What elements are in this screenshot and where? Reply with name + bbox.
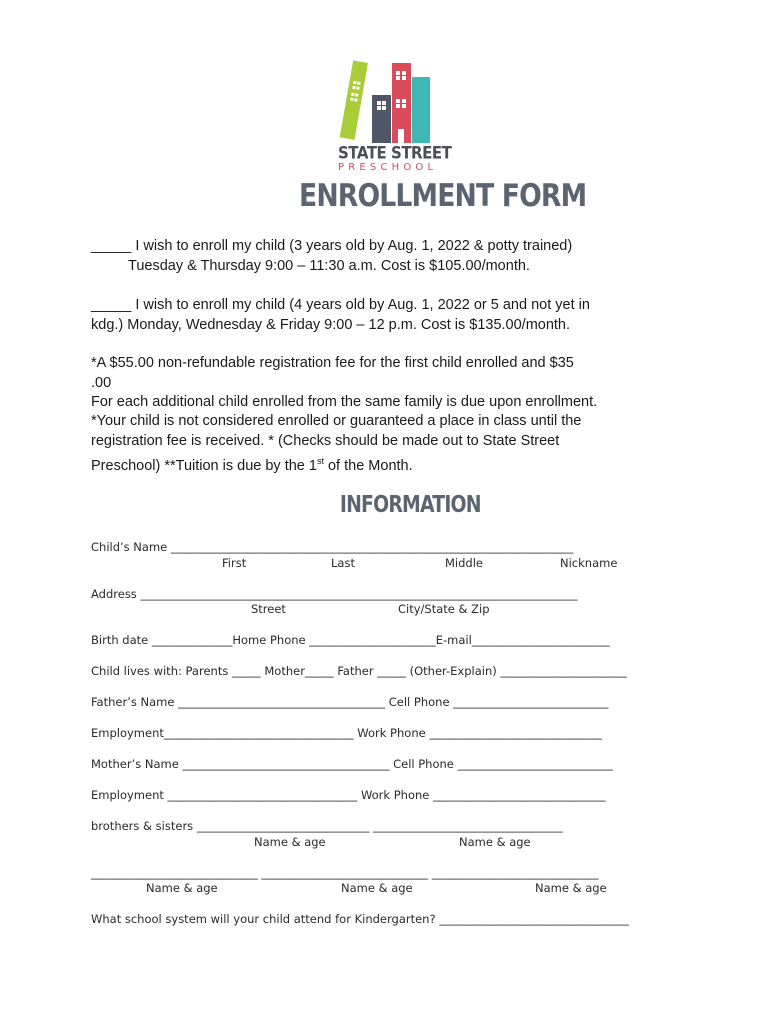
name-age-label: Name & age (459, 835, 531, 849)
first-name-label: First (222, 556, 247, 570)
note-line: .00 (91, 375, 112, 391)
mother-name-field[interactable]: Mother’s Name ____________________________________ Cell Phone ___________________________ (91, 757, 613, 771)
city-state-zip-label: City/State & Zip (398, 602, 490, 616)
tuition-text: Preschool) **Tuition is due by the 1 (91, 457, 317, 474)
note-line: *Your child is not considered enrolled or guaranteed a place in class until the (91, 413, 582, 429)
option2-line1: _____ I wish to enroll my child (4 years old by Aug. 1, 2022 or 5 and not yet in (91, 297, 590, 313)
note-line: *A $55.00 non-refundable registration fee for the first child enrolled and $35 (91, 355, 574, 371)
option1-line1: _____ I wish to enroll my child (3 years old by Aug. 1, 2022 & potty trained) (91, 238, 573, 254)
logo-subname: PRESCHOOL (338, 162, 438, 173)
name-age-label: Name & age (254, 835, 326, 849)
option1-line2: Tuesday & Thursday 9:00 – 11:30 a.m. Cost is $105.00/month. (128, 258, 530, 274)
name-age-label: Name & age (146, 881, 218, 895)
ordinal-suffix: st (316, 456, 324, 466)
siblings-row2-field[interactable]: _____________________________ _____________________________ _____________________________ (91, 866, 599, 880)
birth-phone-email-field[interactable]: Birth date ______________Home Phone ______________________E-mail________________________ (91, 633, 610, 647)
nickname-label: Nickname (560, 556, 618, 570)
note-line-tuition (91, 451, 413, 476)
middle-name-label: Middle (445, 556, 483, 570)
note-line: registration fee is received. * (Checks should be made out to State Street (91, 433, 560, 449)
last-name-label: Last (331, 556, 355, 570)
childs-name-field[interactable]: Child’s Name ______________________________________________________________________ (91, 540, 574, 554)
father-name-field[interactable]: Father’s Name ____________________________________ Cell Phone ___________________________ (91, 695, 609, 709)
address-field[interactable]: Address ____________________________________________________________________________ (91, 587, 578, 601)
logo-name: STATE STREET (338, 142, 452, 164)
tuition-text-end: of the Month. (323, 457, 413, 474)
father-employment-field[interactable]: Employment_________________________________ Work Phone ______________________________ (91, 726, 602, 740)
note-line: For each additional child enrolled from the same family is due upon enrollment. (91, 394, 598, 410)
kindergarten-field[interactable]: What school system will your child attend for Kindergarten? _________________________________ (91, 912, 629, 926)
siblings-field[interactable]: brothers & sisters ______________________________ _________________________________ (91, 819, 563, 833)
option2-line2: kdg.) Monday, Wednesday & Friday 9:00 – 12 p.m. Cost is $135.00/month. (91, 317, 571, 333)
lives-with-field[interactable]: Child lives with: Parents _____ Mother_____ Father _____ (Other-Explain) ______________________ (91, 664, 627, 678)
name-age-label: Name & age (341, 881, 413, 895)
information-heading: INFORMATION (339, 492, 481, 518)
street-label: Street (251, 602, 286, 616)
name-age-label: Name & age (535, 881, 607, 895)
form-title: ENROLLMENT FORM (299, 178, 587, 214)
mother-employment-field[interactable]: Employment _________________________________ Work Phone ______________________________ (91, 788, 606, 802)
